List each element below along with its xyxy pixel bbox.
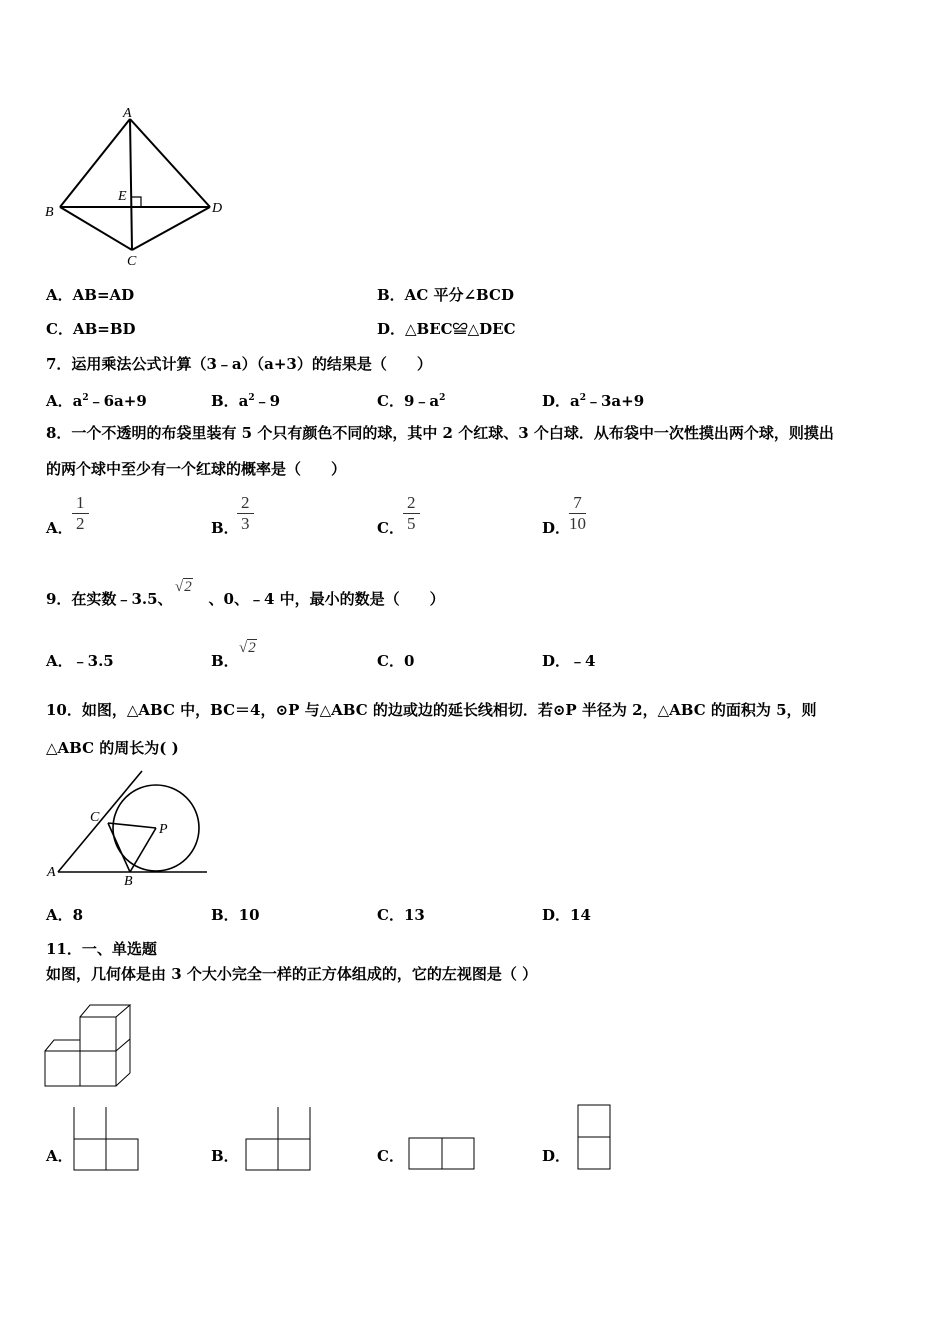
q8-option-b[interactable]: B． bbox=[211, 519, 239, 537]
q8-option-d[interactable]: D． bbox=[542, 519, 571, 537]
q10-stem-line1: 10．如图，△ABC 中，BC＝4，⊙P 与△ABC 的边或边的延长线相切．若⊙P 半径为 2，△ABC 的面积为 5，则 bbox=[46, 701, 817, 719]
q7-a-pre: A．a bbox=[46, 392, 83, 410]
label-a: A bbox=[123, 106, 132, 121]
segment-dc bbox=[132, 207, 210, 250]
label-a: A bbox=[47, 865, 56, 880]
q10-option-a[interactable]: A．8 bbox=[46, 906, 84, 924]
cube-solid-figure bbox=[44, 1004, 134, 1088]
q11-option-c[interactable]: C． bbox=[377, 1147, 404, 1165]
q9-option-c[interactable]: C．0 bbox=[377, 652, 415, 670]
quadrilateral-figure bbox=[40, 105, 240, 270]
label-b: B bbox=[124, 874, 133, 889]
q8-c-den: 5 bbox=[407, 514, 416, 533]
q7-c-pre: C．9﹣a bbox=[377, 392, 440, 410]
q9-b-radicand: 2 bbox=[248, 640, 256, 656]
q11-option-a[interactable]: A． bbox=[46, 1147, 73, 1165]
q8-a-den: 2 bbox=[76, 514, 85, 533]
q9-option-b[interactable]: B． bbox=[211, 652, 239, 670]
q10-option-d[interactable]: D．14 bbox=[542, 906, 591, 924]
q8-option-c[interactable]: C． bbox=[377, 519, 404, 537]
q6-option-c[interactable]: C．AB=BD bbox=[46, 320, 136, 338]
q7-option-d[interactable] bbox=[542, 389, 644, 410]
segment-ac bbox=[130, 119, 132, 250]
q7-a-exp: 2 bbox=[82, 393, 89, 403]
q8-a-fraction bbox=[72, 493, 89, 534]
segment-bc bbox=[60, 207, 132, 250]
q8-b-fraction bbox=[237, 493, 254, 534]
q8-a-num: 1 bbox=[76, 493, 85, 512]
q11-d-view bbox=[577, 1104, 613, 1172]
q9-stem bbox=[46, 590, 445, 608]
q7-d-post: ﹣3a+9 bbox=[586, 392, 645, 410]
q8-c-fraction bbox=[403, 493, 420, 534]
q9-stem-pre: 9．在实数﹣3.5、 bbox=[46, 590, 173, 608]
q9-option-d[interactable]: D．﹣4 bbox=[542, 652, 596, 670]
q8-c-num: 2 bbox=[407, 493, 416, 512]
q8-d-den: 10 bbox=[569, 514, 586, 533]
q7-a-post: ﹣6a+9 bbox=[88, 392, 147, 410]
q11-option-b[interactable]: B． bbox=[211, 1147, 239, 1165]
q10-stem-line2: △ABC 的周长为( ) bbox=[46, 739, 179, 757]
segment-pb bbox=[130, 828, 156, 872]
q7-b-post: ﹣9 bbox=[254, 392, 281, 410]
q11-b-view bbox=[245, 1106, 313, 1172]
label-c: C bbox=[90, 810, 100, 825]
segment-ad bbox=[130, 119, 210, 207]
q8-option-a[interactable]: A． bbox=[46, 519, 73, 537]
q10-option-c[interactable]: C．13 bbox=[377, 906, 425, 924]
triangle-circle-figure bbox=[44, 765, 214, 890]
q8-stem-line1: 8．一个不透明的布袋里装有 5 个只有颜色不同的球，其中 2 个红球、3 个白球．从布袋中一次性摸出两个球，则摸出 bbox=[46, 424, 834, 442]
q6-option-a[interactable]: A．AB=AD bbox=[46, 286, 135, 304]
q11-heading: 11．一、单选题 bbox=[46, 940, 157, 958]
q9-stem-post: 、0、﹣4 中，最小的数是（ ） bbox=[208, 590, 445, 608]
q8-d-fraction bbox=[569, 493, 586, 534]
label-b: B bbox=[45, 205, 54, 220]
q8-b-den: 3 bbox=[241, 514, 250, 533]
label-p: P bbox=[159, 822, 168, 837]
q7-option-a[interactable] bbox=[46, 389, 147, 410]
q7-option-c[interactable] bbox=[377, 389, 445, 410]
q11-stem: 如图，几何体是由 3 个大小完全一样的正方体组成的，它的左视图是（ ） bbox=[46, 965, 538, 983]
line-ac-extended bbox=[58, 771, 142, 872]
q7-stem: 7．运用乘法公式计算（3﹣a）（a+3）的结果是（ ） bbox=[46, 355, 432, 373]
q6-option-b[interactable]: B．AC 平分∠BCD bbox=[377, 286, 514, 304]
segment-cp bbox=[108, 823, 156, 828]
q7-b-exp: 2 bbox=[248, 393, 255, 403]
q9-sqrt-2: √2 bbox=[175, 579, 192, 595]
label-d: D bbox=[212, 201, 223, 216]
q11-option-d[interactable]: D． bbox=[542, 1147, 571, 1165]
segment-cb bbox=[108, 823, 130, 872]
q10-option-b[interactable]: B．10 bbox=[211, 906, 260, 924]
q7-b-pre: B．a bbox=[211, 392, 249, 410]
q7-d-pre: D．a bbox=[542, 392, 580, 410]
label-e: E bbox=[118, 189, 127, 204]
q6-option-d[interactable]: D．△BEC≌△DEC bbox=[377, 320, 516, 338]
q7-c-exp: 2 bbox=[439, 393, 446, 403]
q8-b-num: 2 bbox=[241, 493, 250, 512]
label-c: C bbox=[127, 254, 137, 269]
right-angle-mark bbox=[131, 197, 141, 207]
q8-d-num: 7 bbox=[573, 493, 582, 512]
q11-a-view bbox=[73, 1106, 141, 1172]
q11-c-view bbox=[408, 1137, 476, 1172]
q9-option-a[interactable]: A．﹣3.5 bbox=[46, 652, 114, 670]
q9-b-sqrt-2: √2 bbox=[239, 640, 256, 656]
q7-d-exp: 2 bbox=[579, 393, 586, 403]
q9-radicand: 2 bbox=[184, 579, 192, 595]
q8-stem-line2: 的两个球中至少有一个红球的概率是（ ） bbox=[46, 460, 347, 478]
q7-option-b[interactable] bbox=[211, 389, 280, 410]
